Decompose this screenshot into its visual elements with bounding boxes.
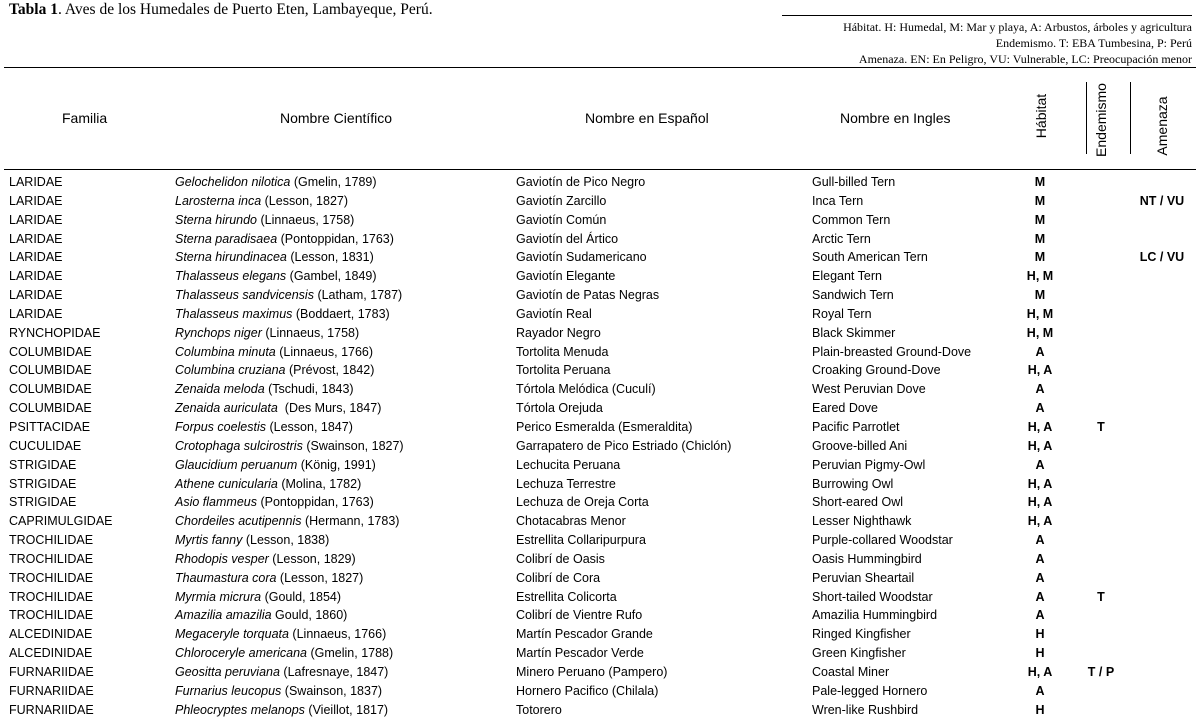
cell-nombre-espanol: Martín Pescador Grande (516, 627, 653, 642)
cell-especie: Larosterna inca (175, 193, 262, 208)
cell-nombre-espanol: Lechuza Terrestre (516, 476, 616, 491)
cell-nombre-espanol: Totorero (516, 702, 562, 717)
cell-autor: (Gambel, 1849) (286, 269, 377, 284)
cell-habitat: H (1035, 627, 1045, 642)
table-row (0, 380, 1200, 399)
header-nombre-cientifico: Nombre Científico (280, 110, 393, 126)
cell-nombre-espanol: Estrellita Collaripurpura (516, 533, 646, 548)
cell-autor: (Linnaeus, 1766) (275, 344, 374, 359)
cell-habitat: A (1035, 589, 1045, 604)
table-row (0, 569, 1200, 588)
cell-nombre-cientifico (175, 380, 354, 399)
cell-autor: (Gmelin, 1789) (290, 175, 377, 189)
cell-especie: Columbina minuta (175, 344, 276, 359)
cell-especie: Sterna hirundinacea (175, 250, 287, 265)
cell-nombre-cientifico (175, 663, 388, 682)
cell-autor: (Hermann, 1783) (301, 514, 400, 529)
table-row (0, 456, 1200, 475)
cell-autor: (Des Murs, 1847) (277, 401, 382, 416)
cell-familia: ALCEDINIDAE (9, 627, 93, 642)
table-row (0, 550, 1200, 569)
table-row (0, 248, 1200, 267)
cell-familia: TROCHILIDAE (9, 570, 94, 585)
cell-autor: (Molina, 1782) (277, 476, 362, 491)
table-row (0, 192, 1200, 211)
cell-nombre-espanol: Gaviotín Sudamericano (516, 250, 647, 265)
cell-especie: Amazilia amazilia (175, 608, 272, 623)
cell-especie: Rynchops niger (175, 325, 262, 340)
cell-especie: Myrmia micrura (175, 589, 262, 604)
cell-nombre-ingles: Arctic Tern (812, 231, 871, 246)
cell-especie: Chordeiles acutipennis (175, 514, 302, 529)
table-row (0, 493, 1200, 512)
header-divider (1130, 82, 1131, 154)
cell-nombre-espanol: Gaviotín Zarcillo (516, 193, 607, 208)
cell-habitat: H, A (1027, 495, 1053, 510)
cell-autor: (Swainson, 1837) (281, 683, 383, 698)
cell-nombre-cientifico (175, 475, 361, 494)
cell-nombre-espanol: Garrapatero de Pico Estriado (Chiclón) (516, 438, 732, 453)
cell-nombre-cientifico (175, 456, 376, 475)
cell-habitat: A (1035, 401, 1045, 416)
cell-habitat: A (1035, 457, 1045, 472)
cell-familia: COLUMBIDAE (9, 401, 92, 416)
cell-familia: TROCHILIDAE (9, 533, 94, 548)
cell-nombre-espanol: Colibrí de Oasis (516, 551, 605, 566)
cell-nombre-espanol: Tórtola Melódica (Cuculí) (516, 382, 656, 397)
cell-especie: Myrtis fanny (175, 533, 243, 548)
table-caption (9, 1, 433, 19)
table-legend (782, 15, 1192, 67)
cell-especie: Geositta peruviana (175, 664, 280, 679)
cell-habitat: A (1035, 344, 1045, 359)
cell-habitat: H, A (1027, 363, 1053, 378)
cell-nombre-espanol: Lechucita Peruana (516, 457, 621, 472)
cell-familia: STRIGIDAE (9, 476, 77, 491)
table-row (0, 437, 1200, 456)
cell-nombre-cientifico (175, 625, 386, 644)
table-row (0, 343, 1200, 362)
table-row (0, 305, 1200, 324)
legend-habitat: Hábitat. H: Humedal, M: Mar y playa, A: Arbustos, árboles y agricultura (843, 20, 1192, 34)
cell-habitat: A (1035, 570, 1045, 585)
cell-nombre-espanol: Gaviotín del Ártico (516, 231, 619, 246)
cell-nombre-cientifico (175, 343, 373, 362)
cell-habitat: H (1035, 702, 1045, 717)
cell-especie: Crotophaga sulcirostris (175, 438, 303, 453)
cell-nombre-ingles: Burrowing Owl (812, 476, 894, 491)
cell-autor: (Lesson, 1829) (268, 551, 356, 566)
cell-nombre-cientifico (175, 437, 404, 456)
cell-habitat: H, A (1027, 664, 1053, 679)
cell-nombre-cientifico (175, 588, 341, 607)
cell-nombre-cientifico (175, 418, 353, 437)
cell-nombre-cientifico (175, 606, 347, 625)
table-row (0, 512, 1200, 531)
cell-nombre-cientifico (175, 192, 348, 211)
table-body (0, 173, 1200, 719)
cell-familia: CUCULIDAE (9, 438, 82, 453)
table-row (0, 663, 1200, 682)
cell-nombre-espanol: Gaviotín Común (516, 212, 607, 227)
cell-especie: Columbina cruziana (175, 363, 286, 378)
cell-especie: Glaucidium peruanum (175, 457, 298, 472)
cell-nombre-ingles: Ringed Kingfisher (812, 627, 911, 642)
cell-nombre-cientifico (175, 286, 402, 305)
header-amenaza: Amenaza (1154, 96, 1170, 156)
cell-autor: (Tschudi, 1843) (264, 382, 354, 397)
cell-familia: COLUMBIDAE (9, 382, 92, 397)
cell-nombre-espanol: Chotacabras Menor (516, 514, 626, 529)
cell-habitat: M (1034, 288, 1046, 303)
cell-habitat: H, M (1026, 269, 1054, 284)
cell-autor: (Lesson, 1827) (276, 570, 364, 585)
cell-nombre-espanol: Colibrí de Vientre Rufo (516, 608, 643, 623)
cell-autor: (Lesson, 1838) (242, 533, 330, 548)
cell-nombre-ingles: Gull-billed Tern (812, 175, 896, 189)
cell-nombre-ingles: Sandwich Tern (812, 288, 894, 303)
legend-endemismo: Endemismo. T: EBA Tumbesina, P: Perú (995, 36, 1192, 50)
cell-nombre-cientifico (175, 550, 356, 569)
cell-nombre-ingles: Common Tern (812, 212, 891, 227)
cell-nombre-ingles: Plain-breasted Ground-Dove (812, 344, 972, 359)
cell-nombre-ingles: Wren-like Rushbird (812, 702, 919, 717)
cell-nombre-espanol: Gaviotín Elegante (516, 269, 616, 284)
cell-familia: LARIDAE (9, 306, 63, 321)
cell-nombre-espanol: Perico Esmeralda (Esmeraldita) (516, 419, 693, 434)
cell-autor: Gould, 1860) (271, 608, 348, 623)
cell-habitat: A (1035, 683, 1045, 698)
cell-autor: (Swainson, 1827) (302, 438, 404, 453)
cell-especie: Thalasseus elegans (175, 269, 287, 284)
cell-especie: Zenaida meloda (175, 382, 265, 397)
cell-familia: COLUMBIDAE (9, 344, 92, 359)
cell-nombre-ingles: Black Skimmer (812, 325, 896, 340)
cell-autor: (Pontoppidan, 1763) (277, 231, 394, 246)
cell-nombre-espanol: Tortolita Menuda (516, 344, 609, 359)
cell-habitat: H, A (1027, 419, 1053, 434)
cell-nombre-ingles: Coastal Miner (812, 664, 890, 679)
cell-familia: LARIDAE (9, 231, 63, 246)
cell-nombre-espanol: Minero Peruano (Pampero) (516, 664, 668, 679)
cell-nombre-cientifico (175, 644, 393, 663)
cell-nombre-espanol: Lechuza de Oreja Corta (516, 495, 649, 510)
cell-nombre-cientifico (175, 248, 374, 267)
cell-especie: Asio flammeus (175, 495, 257, 510)
cell-especie: Thalasseus maximus (175, 306, 293, 321)
cell-familia: FURNARIIDAE (9, 683, 94, 698)
table-row (0, 418, 1200, 437)
cell-especie: Zenaida auriculata (175, 401, 278, 416)
cell-familia: COLUMBIDAE (9, 363, 92, 378)
cell-nombre-ingles: Short-tailed Woodstar (812, 589, 933, 604)
cell-autor: (Linnaeus, 1766) (288, 627, 387, 642)
cell-nombre-cientifico (175, 493, 374, 512)
cell-nombre-ingles: South American Tern (812, 250, 928, 265)
table-caption-text: . Aves de los Humedales de Puerto Eten, Lambayeque, Perú. (57, 1, 433, 18)
cell-autor: (Boddaert, 1783) (292, 306, 390, 321)
cell-familia: RYNCHOPIDAE (9, 325, 101, 340)
cell-nombre-ingles: Peruvian Pigmy-Owl (812, 457, 926, 472)
cell-nombre-ingles: West Peruvian Dove (812, 382, 926, 397)
cell-autor: (Gmelin, 1788) (307, 646, 394, 661)
cell-autor: (Pontoppidan, 1763) (256, 495, 374, 510)
cell-nombre-ingles: Elegant Tern (812, 269, 882, 284)
table-row (0, 230, 1200, 249)
cell-familia: LARIDAE (9, 193, 63, 208)
cell-nombre-ingles: Amazilia Hummingbird (812, 608, 938, 623)
cell-nombre-ingles: Groove-billed Ani (812, 438, 908, 453)
cell-nombre-ingles: Pale-legged Hornero (812, 683, 928, 698)
cell-nombre-ingles: Lesser Nighthawk (812, 514, 912, 529)
cell-endemismo: T / P (1087, 664, 1115, 679)
cell-nombre-espanol: Tortolita Peruana (516, 363, 611, 378)
cell-autor: (Lesson, 1827) (261, 193, 349, 208)
cell-nombre-espanol: Hornero Pacifico (Chilala) (516, 683, 659, 698)
header-endemismo: Endemismo (1093, 83, 1109, 157)
cell-nombre-ingles: Inca Tern (812, 193, 864, 208)
table-row (0, 625, 1200, 644)
cell-nombre-espanol: Martín Pescador Verde (516, 646, 644, 661)
cell-habitat: H, M (1026, 306, 1054, 321)
table-row (0, 606, 1200, 625)
cell-habitat: H, A (1027, 438, 1053, 453)
cell-habitat: A (1035, 608, 1045, 623)
cell-autor: (Linnaeus, 1758) (261, 325, 360, 340)
table-row (0, 324, 1200, 343)
cell-autor: (Lafresnaye, 1847) (279, 664, 389, 679)
cell-familia: STRIGIDAE (9, 457, 77, 472)
cell-nombre-espanol: Gaviotín de Patas Negras (516, 288, 660, 303)
table-row (0, 211, 1200, 230)
cell-nombre-cientifico (175, 211, 354, 230)
cell-familia: TROCHILIDAE (9, 551, 94, 566)
cell-nombre-cientifico (175, 399, 381, 418)
cell-nombre-ingles: Oasis Hummingbird (812, 551, 922, 566)
cell-nombre-cientifico (175, 701, 388, 720)
table-row (0, 531, 1200, 550)
table-caption-label: Tabla 1 (9, 1, 58, 18)
header-divider (1086, 82, 1087, 154)
cell-nombre-espanol: Rayador Negro (516, 325, 601, 340)
cell-nombre-cientifico (175, 267, 377, 286)
cell-familia: TROCHILIDAE (9, 589, 94, 604)
cell-especie: Furnarius leucopus (175, 683, 282, 698)
cell-nombre-ingles: Short-eared Owl (812, 495, 904, 510)
cell-especie: Thaumastura cora (175, 570, 277, 585)
cell-nombre-espanol: Estrellita Colicorta (516, 589, 617, 604)
cell-autor: (Latham, 1787) (313, 288, 403, 303)
header-top-rule (4, 67, 1196, 68)
cell-especie: Rhodopis vesper (175, 551, 269, 566)
cell-especie: Chloroceryle americana (175, 646, 308, 661)
cell-nombre-cientifico (175, 173, 377, 192)
cell-especie: Forpus coelestis (175, 419, 267, 434)
cell-endemismo: T (1097, 419, 1105, 434)
table-row (0, 701, 1200, 720)
cell-nombre-cientifico (175, 531, 329, 550)
cell-habitat: A (1035, 382, 1045, 397)
cell-nombre-ingles: Peruvian Sheartail (812, 570, 915, 585)
cell-autor: (Linnaeus, 1758) (257, 212, 355, 227)
cell-especie: Sterna hirundo (175, 212, 258, 227)
cell-familia: FURNARIIDAE (9, 702, 94, 717)
cell-familia: PSITTACIDAE (9, 419, 91, 434)
cell-especie: Phleocryptes melanops (175, 702, 305, 717)
header-habitat: Hábitat (1033, 93, 1049, 139)
cell-familia: LARIDAE (9, 250, 63, 265)
cell-nombre-espanol: Gaviotín de Pico Negro (516, 175, 646, 189)
header-familia: Familia (62, 110, 108, 126)
cell-familia: ALCEDINIDAE (9, 646, 93, 661)
cell-nombre-ingles: Croaking Ground-Dove (812, 363, 941, 378)
cell-autor: (Prévost, 1842) (285, 363, 375, 378)
cell-amenaza: LC / VU (1139, 250, 1185, 265)
header-nombre-ingles: Nombre en Ingles (840, 110, 951, 126)
cell-familia: CAPRIMULGIDAE (9, 514, 113, 529)
cell-autor: (Lesson, 1847) (266, 419, 353, 434)
cell-familia: TROCHILIDAE (9, 608, 94, 623)
cell-familia: STRIGIDAE (9, 495, 77, 510)
table-row (0, 475, 1200, 494)
cell-nombre-espanol: Colibrí de Cora (516, 570, 601, 585)
cell-habitat: H, A (1027, 514, 1053, 529)
cell-nombre-cientifico (175, 324, 359, 343)
cell-familia: LARIDAE (9, 212, 63, 227)
cell-amenaza: NT / VU (1139, 193, 1185, 208)
cell-especie: Athene cunicularia (175, 476, 278, 491)
cell-habitat: M (1034, 193, 1046, 208)
table-row (0, 173, 1200, 192)
legend-amenaza: Amenaza. EN: En Peligro, VU: Vulnerable, LC: Preocupación menor (858, 52, 1192, 66)
cell-nombre-ingles: Pacific Parrotlet (812, 419, 900, 434)
cell-nombre-espanol: Tórtola Orejuda (516, 401, 603, 416)
cell-familia: LARIDAE (9, 288, 63, 303)
cell-habitat: M (1034, 231, 1046, 246)
cell-endemismo: T (1097, 589, 1105, 604)
table-row (0, 267, 1200, 286)
cell-habitat: M (1034, 175, 1046, 189)
cell-familia: LARIDAE (9, 269, 63, 284)
cell-habitat: H (1035, 646, 1045, 661)
cell-habitat: H, M (1026, 325, 1054, 340)
cell-autor: (Lesson, 1831) (286, 250, 374, 265)
table-row (0, 588, 1200, 607)
cell-nombre-cientifico (175, 682, 382, 701)
cell-familia: LARIDAE (9, 175, 63, 189)
header-nombre-espanol: Nombre en Español (585, 110, 709, 126)
cell-nombre-ingles: Purple-collared Woodstar (812, 533, 953, 548)
table-row (0, 286, 1200, 305)
cell-nombre-ingles: Royal Tern (812, 306, 872, 321)
cell-nombre-ingles: Eared Dove (812, 401, 879, 416)
cell-autor: (König, 1991) (297, 457, 376, 472)
cell-habitat: A (1035, 551, 1045, 566)
cell-nombre-cientifico (175, 512, 399, 531)
table-row (0, 361, 1200, 380)
table-row (0, 682, 1200, 701)
cell-habitat: M (1034, 250, 1046, 265)
cell-especie: Thalasseus sandvicensis (175, 288, 314, 303)
cell-nombre-cientifico (175, 305, 390, 324)
cell-autor: (Gould, 1854) (261, 589, 342, 604)
header-bottom-rule (4, 169, 1196, 170)
cell-nombre-cientifico (175, 569, 363, 588)
cell-especie: Gelochelidon nilotica (175, 175, 291, 189)
cell-nombre-cientifico (175, 230, 394, 249)
table-row (0, 399, 1200, 418)
table-row (0, 644, 1200, 663)
cell-nombre-cientifico (175, 361, 374, 380)
cell-nombre-ingles: Green Kingfisher (812, 646, 906, 661)
cell-especie: Sterna paradisaea (175, 231, 278, 246)
cell-autor: (Vieillot, 1817) (304, 702, 389, 717)
cell-habitat: M (1034, 212, 1046, 227)
cell-habitat: A (1035, 533, 1045, 548)
cell-familia: FURNARIIDAE (9, 664, 94, 679)
cell-nombre-espanol: Gaviotín Real (516, 306, 592, 321)
cell-habitat: H, A (1027, 476, 1053, 491)
cell-especie: Megaceryle torquata (175, 627, 289, 642)
